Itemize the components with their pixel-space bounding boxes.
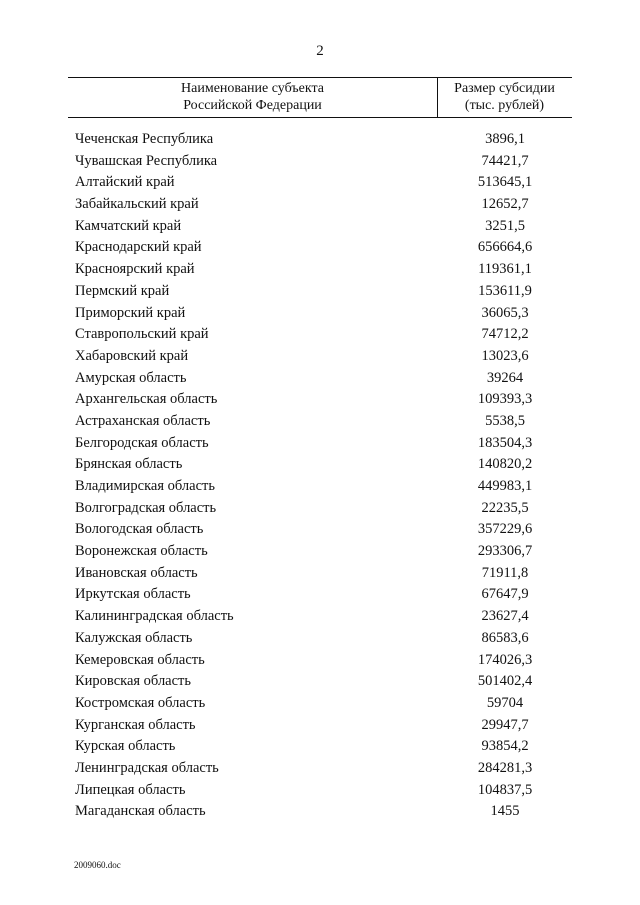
subsidy-value: 284281,3 bbox=[477, 759, 533, 776]
region-name: Камчатский край bbox=[75, 217, 182, 234]
subsidy-value: 501402,4 bbox=[477, 673, 533, 690]
table-row bbox=[0, 218, 640, 240]
subsidy-value: 29947,7 bbox=[481, 716, 529, 733]
table-row bbox=[0, 370, 640, 392]
region-name: Воронежская область bbox=[75, 543, 208, 560]
region-name: Чеченская Республика bbox=[75, 131, 214, 147]
table-body bbox=[0, 131, 640, 825]
table-row bbox=[0, 153, 640, 175]
subsidy-value: 71911,8 bbox=[481, 564, 529, 581]
table-row bbox=[0, 305, 640, 327]
subsidy-value: 174026,3 bbox=[477, 651, 533, 668]
table-row bbox=[0, 174, 640, 196]
region-name: Красноярский край bbox=[75, 261, 195, 278]
column-header-subsidy-line1: Размер субсидии bbox=[454, 81, 555, 96]
table-row bbox=[0, 717, 640, 739]
subsidy-value: 119361,1 bbox=[478, 261, 532, 278]
region-name: Иркутская область bbox=[75, 586, 191, 603]
subsidy-value: 109393,3 bbox=[477, 391, 533, 408]
region-name: Ленинградская область bbox=[75, 759, 219, 776]
table-row bbox=[0, 239, 640, 261]
region-name: Костромская область bbox=[75, 694, 206, 711]
column-header-subsidy bbox=[437, 80, 572, 114]
subsidy-value: 357229,6 bbox=[477, 521, 533, 538]
region-name: Владимирская область bbox=[75, 478, 215, 494]
table-row bbox=[0, 586, 640, 608]
table-row bbox=[0, 131, 640, 153]
table-row bbox=[0, 391, 640, 413]
region-name: Курская область bbox=[75, 738, 176, 755]
page-number: 2 bbox=[316, 43, 324, 59]
table-row bbox=[0, 738, 640, 760]
table-row bbox=[0, 543, 640, 565]
table-row bbox=[0, 435, 640, 457]
table-header-bottom-rule bbox=[68, 117, 572, 118]
column-header-name bbox=[68, 80, 437, 114]
table-row bbox=[0, 760, 640, 782]
subsidy-value: 23627,4 bbox=[481, 608, 529, 625]
region-name: Амурская область bbox=[75, 369, 187, 386]
table-row bbox=[0, 196, 640, 218]
table-row bbox=[0, 673, 640, 695]
subsidy-value: 74421,7 bbox=[481, 152, 529, 169]
table-row bbox=[0, 348, 640, 370]
table-row bbox=[0, 565, 640, 587]
region-name: Волгоградская область bbox=[75, 499, 217, 516]
region-name: Астраханская область bbox=[75, 412, 211, 429]
table-row bbox=[0, 652, 640, 674]
subsidy-value: 59704 bbox=[486, 694, 524, 711]
table-row bbox=[0, 456, 640, 478]
table-row bbox=[0, 261, 640, 283]
table-row bbox=[0, 695, 640, 717]
region-name: Забайкальский край bbox=[75, 196, 199, 213]
subsidy-value: 93854,2 bbox=[481, 738, 529, 755]
subsidy-value: 3896,1 bbox=[485, 131, 525, 147]
table-row bbox=[0, 326, 640, 348]
column-header-name-line1: Наименование субъекта bbox=[181, 81, 324, 96]
subsidy-value: 3251,5 bbox=[485, 217, 525, 234]
subsidy-value: 74712,2 bbox=[481, 326, 529, 343]
subsidy-value: 12652,7 bbox=[481, 196, 529, 213]
region-name: Кемеровская область bbox=[75, 651, 205, 668]
subsidy-value: 153611,9 bbox=[478, 282, 532, 299]
region-name: Калининградская область bbox=[75, 608, 234, 625]
subsidy-value: 513645,1 bbox=[477, 174, 533, 191]
subsidy-value: 5538,5 bbox=[485, 412, 525, 429]
column-header-subsidy-line2: (тыс. рублей) bbox=[464, 98, 545, 113]
region-name: Белгородская область bbox=[75, 434, 209, 451]
subsidy-value: 67647,9 bbox=[481, 586, 529, 603]
subsidy-value: 140820,2 bbox=[477, 456, 533, 473]
table-row bbox=[0, 413, 640, 435]
region-name: Алтайский край bbox=[75, 174, 175, 191]
subsidy-value: 293306,7 bbox=[477, 543, 533, 560]
subsidy-value: 1455 bbox=[490, 803, 520, 820]
subsidy-value: 22235,5 bbox=[481, 499, 529, 516]
table-row bbox=[0, 478, 640, 500]
table-row bbox=[0, 630, 640, 652]
region-name: Хабаровский край bbox=[75, 347, 189, 364]
subsidy-value: 86583,6 bbox=[481, 629, 529, 646]
region-name: Чувашская Республика bbox=[75, 152, 218, 169]
subsidy-value: 449983,1 bbox=[477, 478, 533, 494]
subsidy-value: 39264 bbox=[486, 369, 524, 386]
region-name: Пермский край bbox=[75, 282, 170, 299]
region-name: Вологодская область bbox=[75, 521, 204, 538]
region-name: Архангельская область bbox=[75, 391, 218, 408]
subsidy-value: 183504,3 bbox=[477, 434, 533, 451]
table-top-rule bbox=[68, 77, 572, 78]
subsidy-value: 13023,6 bbox=[481, 347, 529, 364]
region-name: Краснодарский край bbox=[75, 239, 202, 256]
region-name: Кировская область bbox=[75, 673, 192, 690]
table-row bbox=[0, 782, 640, 804]
region-name: Ивановская область bbox=[75, 564, 198, 581]
table-row bbox=[0, 803, 640, 825]
table-row bbox=[0, 608, 640, 630]
region-name: Курганская область bbox=[75, 716, 196, 733]
document-filename: 2009060.doc bbox=[74, 860, 121, 870]
region-name: Калужская область bbox=[75, 629, 193, 646]
table-row bbox=[0, 521, 640, 543]
region-name: Липецкая область bbox=[75, 781, 186, 798]
region-name: Ставропольский край bbox=[75, 326, 209, 343]
table-row bbox=[0, 283, 640, 305]
table-row bbox=[0, 500, 640, 522]
subsidy-value: 656664,6 bbox=[477, 239, 533, 256]
region-name: Магаданская область bbox=[75, 803, 206, 820]
subsidy-value: 36065,3 bbox=[481, 304, 529, 321]
subsidy-value: 104837,5 bbox=[477, 781, 533, 798]
column-header-name-line2: Российской Федерации bbox=[183, 98, 322, 113]
region-name: Приморский край bbox=[75, 304, 186, 321]
region-name: Брянская область bbox=[75, 456, 183, 473]
